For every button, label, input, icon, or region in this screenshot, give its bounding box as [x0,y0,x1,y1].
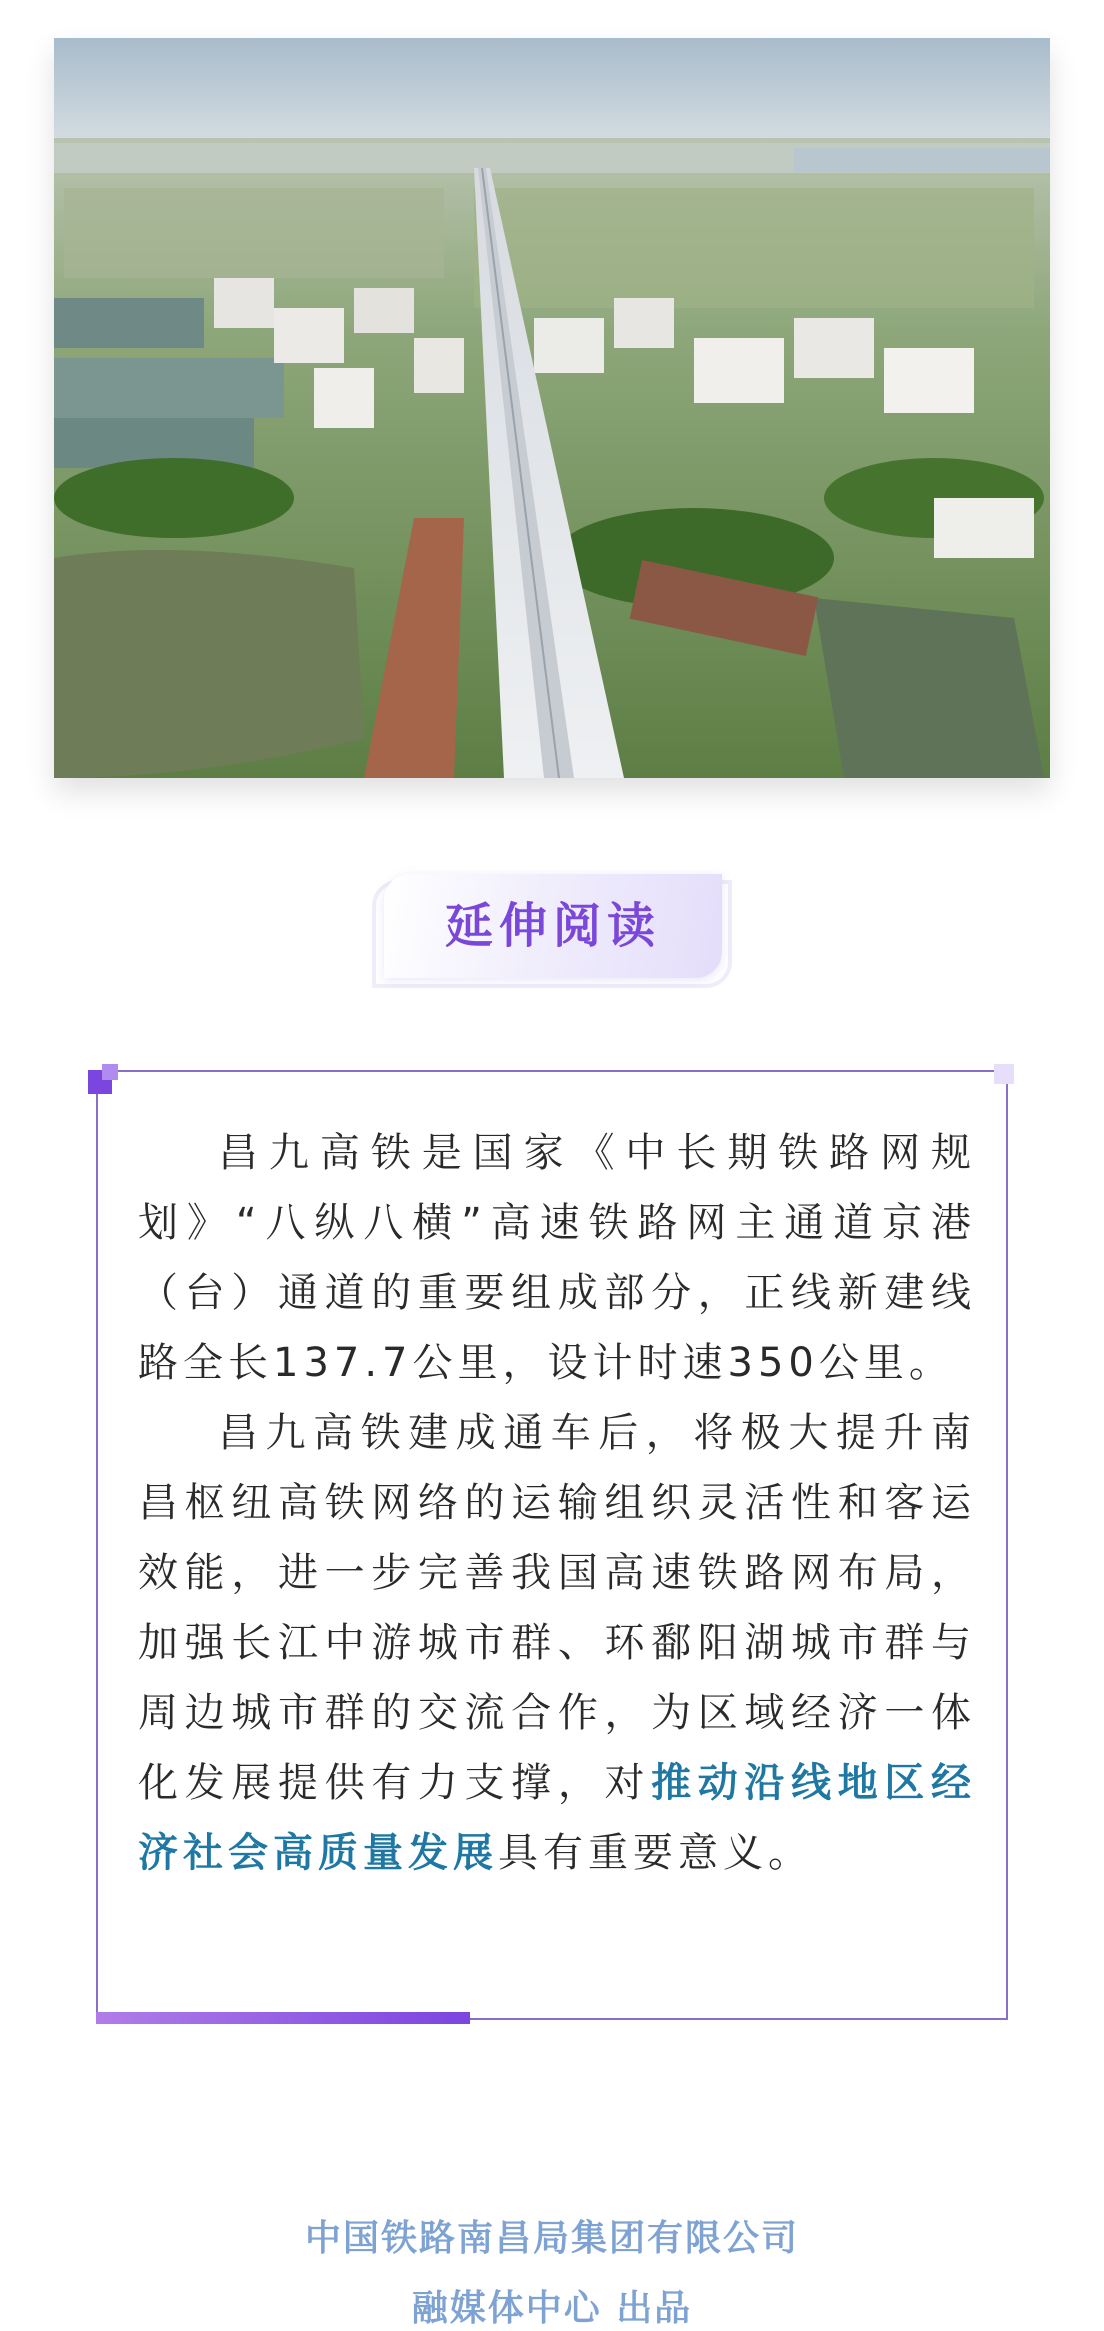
article-paragraph-2 [138,1398,976,1888]
highlighted-phrase: 推动沿线地区经济社会高质量发展 [138,1760,977,1876]
section-badge-label: 延伸阅读 [444,898,661,954]
frame-accent-bar [96,2012,470,2024]
frame-corner-dot [994,1064,1014,1084]
railway-aerial-image [54,38,1050,778]
frame-corner-ornament [88,1064,118,1094]
hero-photo [54,38,1050,778]
section-badge [384,874,722,978]
paragraph-2-ending: 具有重要意义。 [498,1830,813,1876]
paragraph-2-text: 昌九高铁建成通车后，将极大提升南昌枢纽高铁网络的运输组织灵活性和客运效能，进一步完善我国高速铁路网布局，加强长江中游城市群、环鄱阳湖城市群与周边城市群的交流合作，为区域经济一体化发展提供有力支撑，对 [138,1410,976,1806]
footer-organization: 中国铁路南昌局集团有限公司 [304,2218,799,2259]
footer-producer: 融媒体中心 出品 [411,2288,693,2329]
article-body [138,1118,976,1888]
article-paragraph-1: 昌九高铁是国家《中长期铁路网规划》“八纵八横”高速铁路网主通道京港（台）通道的重要组成部分，正线新建线路全长137.7公里，设计时速350公里。 [138,1130,976,1386]
